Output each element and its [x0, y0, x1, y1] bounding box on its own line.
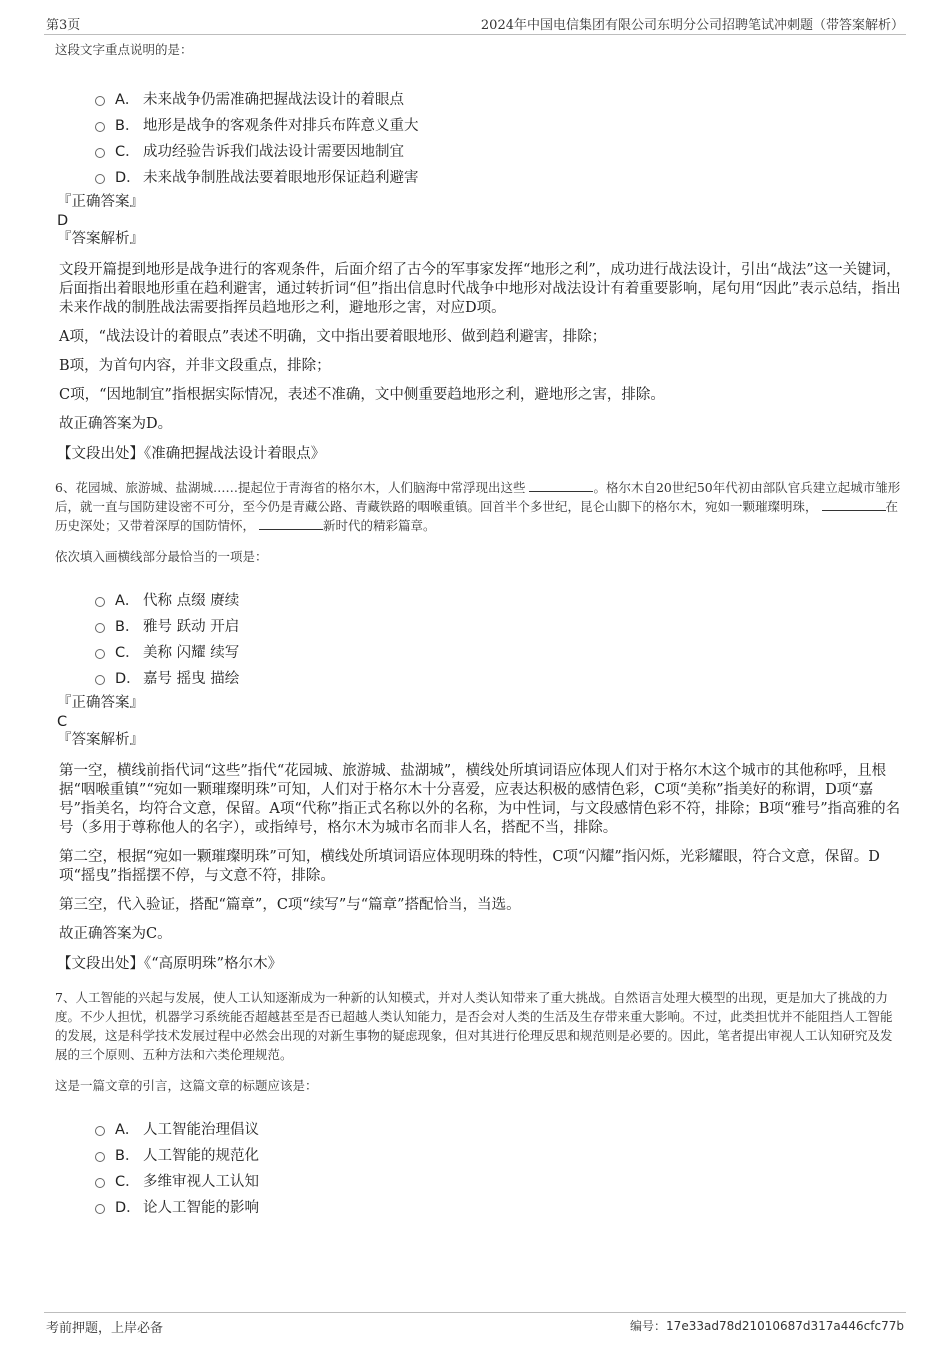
option-letter: A． [115, 592, 140, 609]
q5-options [95, 85, 902, 189]
option-letter: A． [115, 91, 140, 108]
q5-option-d[interactable] [95, 163, 902, 189]
stem-text: 。格尔木自20世纪50年代初由部队官兵建立起城市雏形后，就一直与国防建设密不可分，至今仍是青藏公路、青藏铁路的咽喉重镇。回首半个多世纪，昆仑山脚下的格尔木，宛如一颗璀璨明珠， [55, 480, 901, 514]
option-text: 成功经验告诉我们战法设计需要因地制宜 [143, 143, 404, 160]
q6-analysis-paragraph: 第二空，根据“宛如一颗璀璨明珠”可知，横线处所填词语应体现明珠的特性，C项“闪耀”指闪烁，光彩耀眼，符合文意，保留。D项“摇曳”指摇摆不停，与文意不符，排除。 [59, 849, 880, 884]
option-letter: C． [115, 644, 140, 661]
radio-circle-icon[interactable] [95, 1152, 105, 1162]
option-letter: C． [115, 1173, 140, 1190]
q5-analysis-paragraph: 文段开篇提到地形是战争进行的客观条件，后面介绍了古今的军事家发挥“地形之利”，成功进行战法设计，引出“战法”这一关键词，后面指出着眼地形重在趋利避害，通过转折词“但”指出信息时代战争中地形对战法设计有着重要影响，尾句用“因此”表示总结，指出未来作战的制胜战法需要指挥员趋地形之利，避地形之害，对应D项。 [59, 262, 901, 316]
option-text: 未来战争制胜战法要着眼地形保证趋利避害 [143, 169, 419, 186]
q6-option-b[interactable] [95, 612, 902, 638]
option-text: 代称 点缀 赓续 [143, 592, 240, 609]
q7-stem: 7、人工智能的兴起与发展，使人工认知逐渐成为一种新的认知模式，并对人类认知带来了重大挑战。自然语言处理大模型的出现，更是加大了挑战的力度。不少人担忧，机器学习系统能否超越甚至是否已超越人类认知能力，是否会对人类的生活及生存带来重大影响。不过，此类担忧并不能阻挡人工智能的发展，这是科学技术发展过程中必然会出现的对新生事物的疑虑现象，但对其进行伦理反思和规范则是必要的。因此，笔者提出审视人工认知研究及发展的三个原则、五种方法和六类伦理规范。 [55, 990, 893, 1062]
radio-circle-icon[interactable] [95, 623, 105, 633]
document-title: 2024年中国电信集团有限公司东明分公司招聘笔试冲刺题（带答案解析） [480, 18, 904, 33]
q6-analysis-paragraph: 第一空，横线前指代词“这些”指代“花园城、旅游城、盐湖城”，横线处所填词语应体现人们对于格尔木这个城市的其他称呼，且根据“咽喉重镇”“宛如一颗璀璨明珠”可知，人们对于格尔木十分喜爱，应表达积极的感情色彩，C项“美称”指美好的称谓，D项“嘉号”指美名，均符合文意，保留。A项“代称”指正式名称以外的名称，为中性词，与文段感情色彩不符，排除；B项“雅号”指高雅的名号（多用于尊称他人的名字），或指绰号，格尔木为城市名而非人名，搭配不当，排除。 [59, 763, 901, 836]
q7-option-c[interactable] [95, 1167, 902, 1193]
q5-analysis-paragraph: C项，“因地制宜”指根据实际情况，表述不准确，文中侧重要趋地形之利，避地形之害，排除。 [59, 387, 665, 403]
q7-prompt: 这是一篇文章的引言，这篇文章的标题应该是： [55, 1078, 318, 1093]
q6-answer: C [57, 714, 68, 730]
option-text: 论人工智能的影响 [143, 1199, 259, 1216]
option-text: 人工智能治理倡议 [143, 1121, 259, 1138]
footer-slogan: 考前押题，上岸必备 [46, 1321, 164, 1336]
stem-text: 在历史深处；又带着深厚的国防情怀， [55, 499, 899, 533]
q5-source: 【文段出处】《准确把握战法设计着眼点》 [57, 446, 326, 462]
q6-analysis-paragraph: 第三空，代入验证，搭配“篇章”，C项“续写”与“篇章”搭配恰当，当选。 [59, 897, 521, 913]
option-letter: B． [115, 618, 140, 635]
q6-option-d[interactable] [95, 664, 902, 690]
q5-analysis-label: 『答案解析』 [57, 231, 144, 247]
q6-prompt: 依次填入画横线部分最恰当的一项是： [55, 549, 268, 564]
option-text: 美称 闪耀 续写 [143, 644, 240, 661]
page-number: 第3页 [46, 18, 81, 33]
q6-options [95, 586, 902, 690]
q6-correct-label: 『正确答案』 [57, 695, 144, 711]
q6-option-a[interactable] [95, 586, 902, 612]
stem-text: 6、花园城、旅游城、盐湖城……提起位于青海省的格尔木，人们脑海中常浮现出这些 [55, 480, 526, 495]
option-letter: D． [115, 1199, 141, 1216]
q6-stem [55, 478, 902, 535]
option-text: 未来战争仍需准确把握战法设计的着眼点 [143, 91, 404, 108]
q5-option-c[interactable] [95, 137, 902, 163]
q6-option-c[interactable] [95, 638, 902, 664]
option-text: 地形是战争的客观条件对排兵布阵意义重大 [143, 117, 419, 134]
q6-analysis-paragraph: 故正确答案为C。 [59, 926, 172, 942]
radio-circle-icon[interactable] [95, 597, 105, 607]
q7-option-a[interactable] [95, 1115, 902, 1141]
q7-option-b[interactable] [95, 1141, 902, 1167]
q5-analysis-paragraph: 故正确答案为D。 [59, 416, 173, 432]
radio-circle-icon[interactable] [95, 148, 105, 158]
radio-circle-icon[interactable] [95, 1204, 105, 1214]
option-letter: A． [115, 1121, 140, 1138]
radio-circle-icon[interactable] [95, 1178, 105, 1188]
q5-analysis-paragraph: A项，“战法设计的着眼点”表述不明确，文中指出要着眼地形、做到趋利避害，排除； [59, 329, 607, 345]
option-text: 人工智能的规范化 [143, 1147, 259, 1164]
q5-answer: D [57, 213, 69, 229]
q5-analysis-paragraph: B项，为首句内容，并非文段重点，排除； [59, 358, 331, 374]
q5-correct-label: 『正确答案』 [57, 194, 144, 210]
q5-prompt: 这段文字重点说明的是： [55, 42, 193, 57]
fill-blank [822, 499, 886, 511]
q6-analysis-label: 『答案解析』 [57, 732, 144, 748]
option-letter: D． [115, 169, 141, 186]
q7-options [95, 1115, 902, 1219]
page-footer [44, 1312, 906, 1337]
option-letter: D． [115, 670, 141, 687]
fill-blank [259, 518, 323, 530]
document-id: 编号：17e33ad78d21010687d317a446cfc77b [630, 1319, 904, 1333]
q5-option-b[interactable] [95, 111, 902, 137]
option-text: 多维审视人工认知 [143, 1173, 259, 1190]
page-content [55, 40, 902, 1219]
radio-circle-icon[interactable] [95, 174, 105, 184]
radio-circle-icon[interactable] [95, 96, 105, 106]
radio-circle-icon[interactable] [95, 122, 105, 132]
q5-option-a[interactable] [95, 85, 902, 111]
option-text: 嘉号 摇曳 描绘 [143, 670, 240, 687]
option-letter: C． [115, 143, 140, 160]
q6-source: 【文段出处】《“高原明珠”格尔木》 [57, 956, 283, 972]
q7-option-d[interactable] [95, 1193, 902, 1219]
radio-circle-icon[interactable] [95, 649, 105, 659]
fill-blank [529, 480, 593, 492]
option-letter: B． [115, 1147, 140, 1164]
option-letter: B． [115, 117, 140, 134]
stem-text: 新时代的精彩篇章。 [323, 518, 436, 533]
page-header [44, 12, 906, 35]
radio-circle-icon[interactable] [95, 675, 105, 685]
option-text: 雅号 跃动 开启 [143, 618, 240, 635]
radio-circle-icon[interactable] [95, 1126, 105, 1136]
